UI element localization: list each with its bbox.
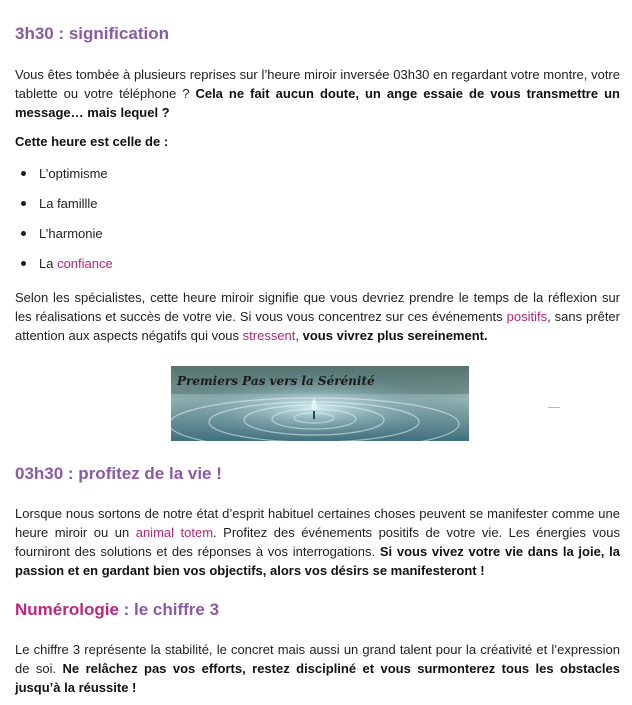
list-item-label: L’harmonie [39, 226, 103, 241]
paragraph-bold: vous vivrez plus sereinement. [302, 328, 488, 343]
list-item-label: La famillle [39, 196, 98, 211]
paragraph-bold: Ne relâchez pas vos efforts, restez discipliné et vous surmonterez tous les obstacles jusqu’à la réussite ! [15, 661, 620, 695]
paragraph-bold: Si vous vivez votre vie dans la joie, la passion et en gardant bien vos objectifs, alors vos désirs se manifesteront ! [15, 544, 620, 578]
profitez-paragraph [15, 504, 620, 580]
paragraph-text: , [295, 328, 303, 343]
section-title-numerologie [15, 600, 219, 620]
bullet-icon [21, 231, 26, 236]
paragraph-text: . Profitez des événements positifs de votre vie. Les énergies vous fourniront des solutions et des réponses à vos interrogations. [15, 525, 620, 559]
serenite-banner[interactable] [171, 366, 469, 441]
positifs-link[interactable]: positifs [506, 309, 548, 324]
list-item-optimisme [21, 164, 108, 183]
title-rest: : le chiffre 3 [118, 600, 220, 619]
bullet-icon [21, 171, 26, 176]
paragraph-text: Selon les spécialistes, cette heure miroir signifie que vous devriez prendre le temps de la réflexion sur les réalisations et succès de votre vie. Si vous vous concentrez sur ces événements [15, 290, 620, 324]
list-heading: Cette heure est celle de : [15, 134, 169, 149]
divider [548, 407, 560, 408]
intro-bold: Cela ne fait aucun doute, un ange essaie de vous transmettre un message… mais lequel ? [15, 86, 620, 120]
intro-paragraph [15, 65, 620, 122]
list-item-famille [21, 194, 98, 213]
stressent-link[interactable]: stressent [242, 328, 296, 343]
specialists-paragraph [15, 288, 620, 345]
intro-text: Vous êtes tombée à plusieurs reprises sur l’heure miroir inversée 03h30 en regardant votre montre, votre tablette ou votre téléphone ? [15, 67, 620, 101]
list-item-label: La [39, 256, 58, 271]
banner-caption: Premiers Pas vers la Sérénité [177, 374, 375, 388]
list-item-confiance [21, 254, 113, 273]
confiance-link[interactable]: confiance [57, 256, 113, 271]
section-title-profitez: 03h30 : profitez de la vie ! [15, 464, 222, 483]
animal-totem-link[interactable]: animal totem [135, 525, 214, 540]
paragraph-text: Lorsque nous sortons de notre état d’esprit habituel certaines choses peuvent se manifester comme une heure miroir ou un [15, 506, 620, 540]
list-item-harmonie [21, 224, 103, 243]
bullet-icon [21, 261, 26, 266]
bullet-icon [21, 201, 26, 206]
paragraph-text: , sans prêter attention aux aspects négatifs qui vous [15, 309, 620, 343]
section-title-signification: 3h30 : signification [15, 24, 169, 43]
numerologie-paragraph [15, 640, 620, 697]
list-item-label: L’optimisme [39, 166, 108, 181]
numerologie-link[interactable]: Numérologie [15, 600, 119, 619]
paragraph-text: Le chiffre 3 représente la stabilité, le concret mais aussi un grand talent pour la créativité et l’expression de soi. [15, 642, 620, 676]
